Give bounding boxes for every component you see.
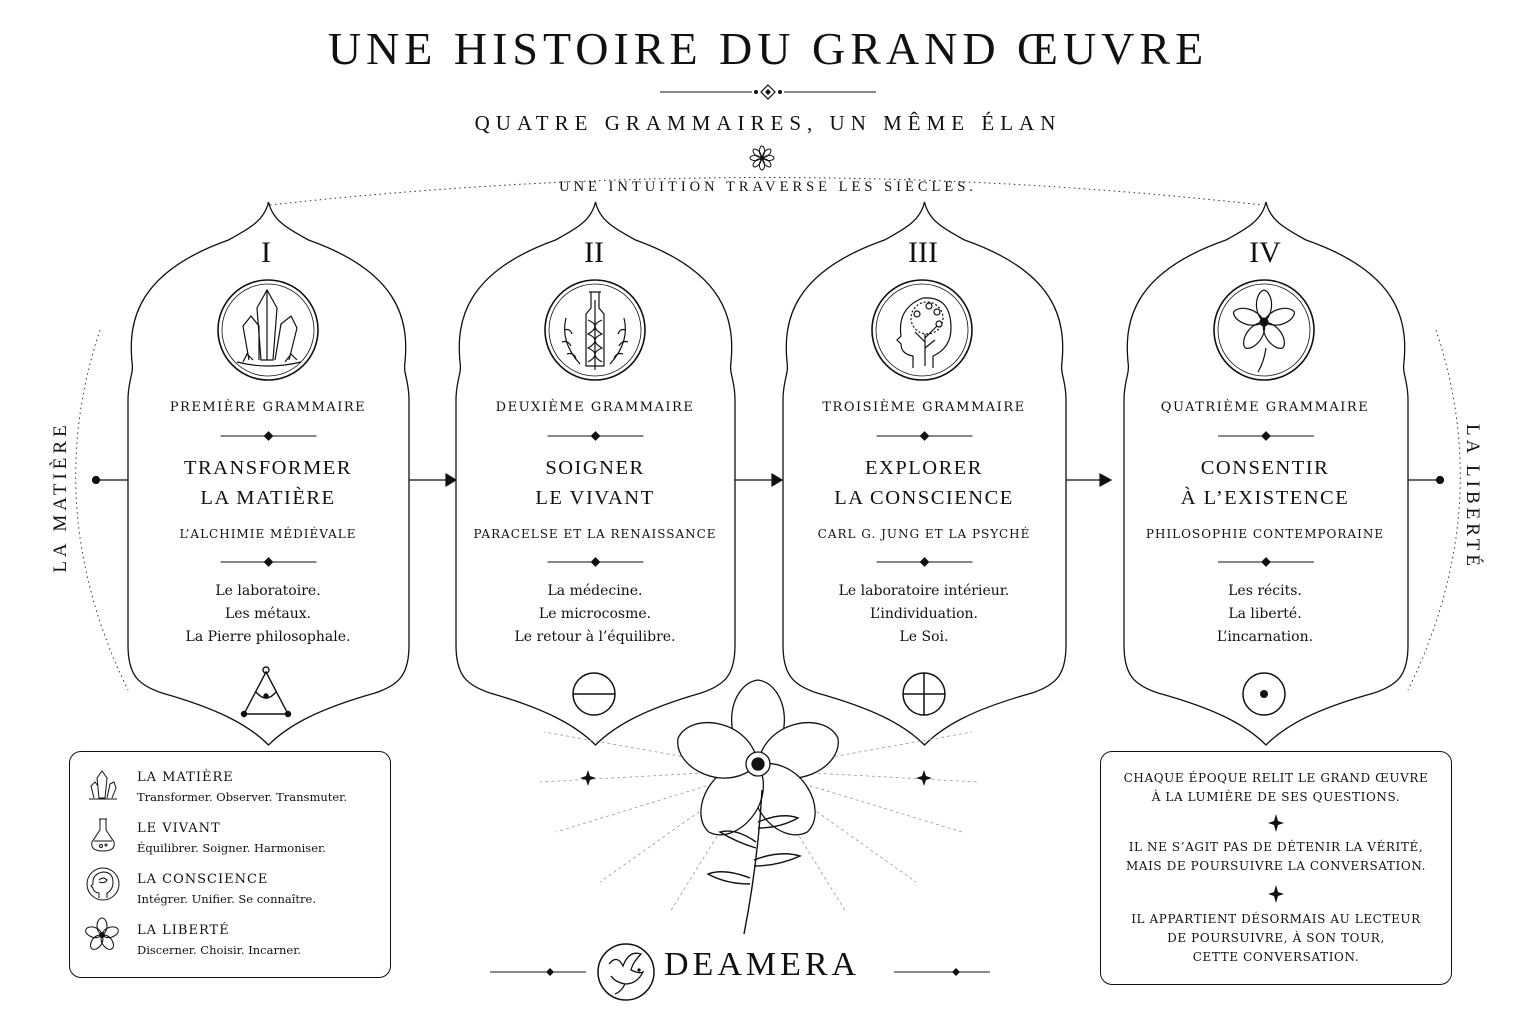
head-icon	[85, 866, 121, 902]
left-side-arc	[76, 330, 128, 690]
star-ornament-icon	[1268, 885, 1284, 903]
axis-label-right: LA LIBERTÉ	[1462, 424, 1483, 570]
card-line: La liberté.	[1228, 606, 1302, 622]
card-lines	[130, 580, 406, 649]
brand-name: DEAMERA	[664, 946, 861, 983]
heading-line-1: TRANSFORMER	[183, 457, 352, 479]
note-line: CETTE CONVERSATION.	[1192, 950, 1360, 964]
card-numeral: IV	[1249, 236, 1281, 269]
note-line: MAIS DE POURSUIVRE LA CONVERSATION.	[1125, 859, 1427, 873]
flask-caduceus-icon	[540, 278, 650, 382]
card-divider-diamond	[592, 432, 600, 440]
legend-panel	[69, 751, 391, 978]
card-ordinal: PREMIÈRE GRAMMAIRE	[169, 400, 367, 415]
card-line: L’individuation.	[869, 606, 979, 622]
card-divider-diamond	[592, 558, 600, 566]
card-line: L’incarnation.	[1216, 629, 1314, 645]
central-flower-illustration	[500, 672, 1020, 934]
card-era: PARACELSE ET LA RENAISSANCE	[473, 527, 717, 541]
flask-icon	[86, 816, 120, 854]
card-line: Le Soi.	[899, 629, 949, 645]
notes-panel	[1100, 751, 1452, 985]
crystals-icon	[213, 278, 323, 382]
connecting-arc	[270, 178, 1262, 206]
card-heading	[130, 453, 406, 513]
crystals-icon	[86, 768, 120, 802]
card-line: Le laboratoire.	[215, 583, 321, 599]
tagline: UNE INTUITION TRAVERSE LES SIÈCLES.	[559, 179, 977, 195]
card-divider-diamond	[921, 432, 929, 440]
heading-line-1: CONSENTIR	[1200, 457, 1330, 479]
heading-line-2: LE VIVANT	[535, 487, 655, 509]
card-divider-diamond	[921, 558, 929, 566]
card-heading	[786, 453, 1062, 513]
note-block	[1101, 910, 1451, 967]
card-era: CARL G. JUNG ET LA PSYCHÉ	[817, 527, 1031, 541]
page-title: UNE HISTOIRE DU GRAND ŒUVRE	[327, 23, 1209, 74]
legend-label: LA CONSCIENCE	[137, 872, 269, 887]
legend-desc: Intégrer. Unifier. Se connaître.	[137, 892, 317, 906]
card-divider-diamond	[1262, 432, 1270, 440]
card-lines	[786, 580, 1062, 649]
flower-icon	[1209, 278, 1319, 382]
card-divider-diamond	[1262, 558, 1270, 566]
heading-line-2: LA CONSCIENCE	[834, 487, 1014, 509]
card-era: PHILOSOPHIE CONTEMPORAINE	[1145, 527, 1385, 541]
card-line: Le microcosme.	[538, 606, 652, 622]
card-lines	[1126, 580, 1404, 649]
star-ornament-icon	[1268, 814, 1284, 832]
legend-label: LA LIBERTÉ	[137, 923, 230, 938]
triangle-symbol-icon	[240, 664, 292, 720]
card-line: Le retour à l’équilibre.	[514, 629, 676, 645]
page-subtitle: QUATRE GRAMMAIRES, UN MÊME ÉLAN	[474, 111, 1062, 135]
note-line: À LA LUMIÈRE DE SES QUESTIONS.	[1151, 790, 1401, 804]
card-line: Les récits.	[1228, 583, 1302, 599]
card-line: Le laboratoire intérieur.	[838, 583, 1010, 599]
card-era: L’ALCHIMIE MÉDIÉVALE	[179, 527, 357, 541]
card-divider-diamond	[265, 432, 273, 440]
note-line: IL NE S’AGIT PAS DE DÉTENIR LA VÉRITÉ,	[1128, 840, 1424, 854]
card-divider-diamond	[265, 558, 273, 566]
card-numeral: III	[908, 236, 938, 269]
card-ordinal: TROISIÈME GRAMMAIRE	[822, 400, 1026, 415]
card-numeral: I	[261, 236, 271, 269]
card-ordinal: QUATRIÈME GRAMMAIRE	[1160, 400, 1370, 415]
card-heading	[1126, 453, 1404, 513]
axis-label-left: LA MATIÈRE	[50, 421, 71, 573]
card-line: La Pierre philosophale.	[185, 629, 351, 645]
heading-line-1: SOIGNER	[545, 457, 645, 479]
dove-icon	[595, 940, 657, 1004]
card-line: La médecine.	[547, 583, 643, 599]
heading-line-2: LA MATIÈRE	[200, 487, 336, 509]
card-heading	[458, 453, 732, 513]
card-line: Les métaux.	[224, 606, 312, 622]
legend-label: LE VIVANT	[137, 821, 221, 836]
legend-desc: Discerner. Choisir. Incarner.	[137, 943, 302, 957]
right-side-arc	[1408, 330, 1460, 690]
circle-dot-symbol-icon	[1240, 670, 1288, 718]
card-ordinal: DEUXIÈME GRAMMAIRE	[495, 400, 695, 415]
card-lines	[458, 580, 732, 649]
card-numeral: II	[584, 236, 604, 269]
note-line: IL APPARTIENT DÉSORMAIS AU LECTEUR	[1131, 912, 1421, 926]
note-block	[1101, 769, 1451, 807]
legend-desc: Transformer. Observer. Transmuter.	[137, 790, 348, 804]
note-line: CHAQUE ÉPOQUE RELIT LE GRAND ŒUVRE	[1123, 771, 1429, 785]
note-block	[1101, 838, 1451, 876]
heading-line-2: À L’EXISTENCE	[1180, 487, 1350, 509]
note-line: DE POURSUIVRE, À SON TOUR,	[1167, 931, 1385, 945]
heading-line-1: EXPLORER	[865, 457, 983, 479]
legend-desc: Équilibrer. Soigner. Harmoniser.	[137, 841, 326, 855]
head-tree-icon	[867, 278, 977, 382]
flower-icon	[84, 917, 120, 953]
legend-label: LA MATIÈRE	[137, 770, 234, 785]
